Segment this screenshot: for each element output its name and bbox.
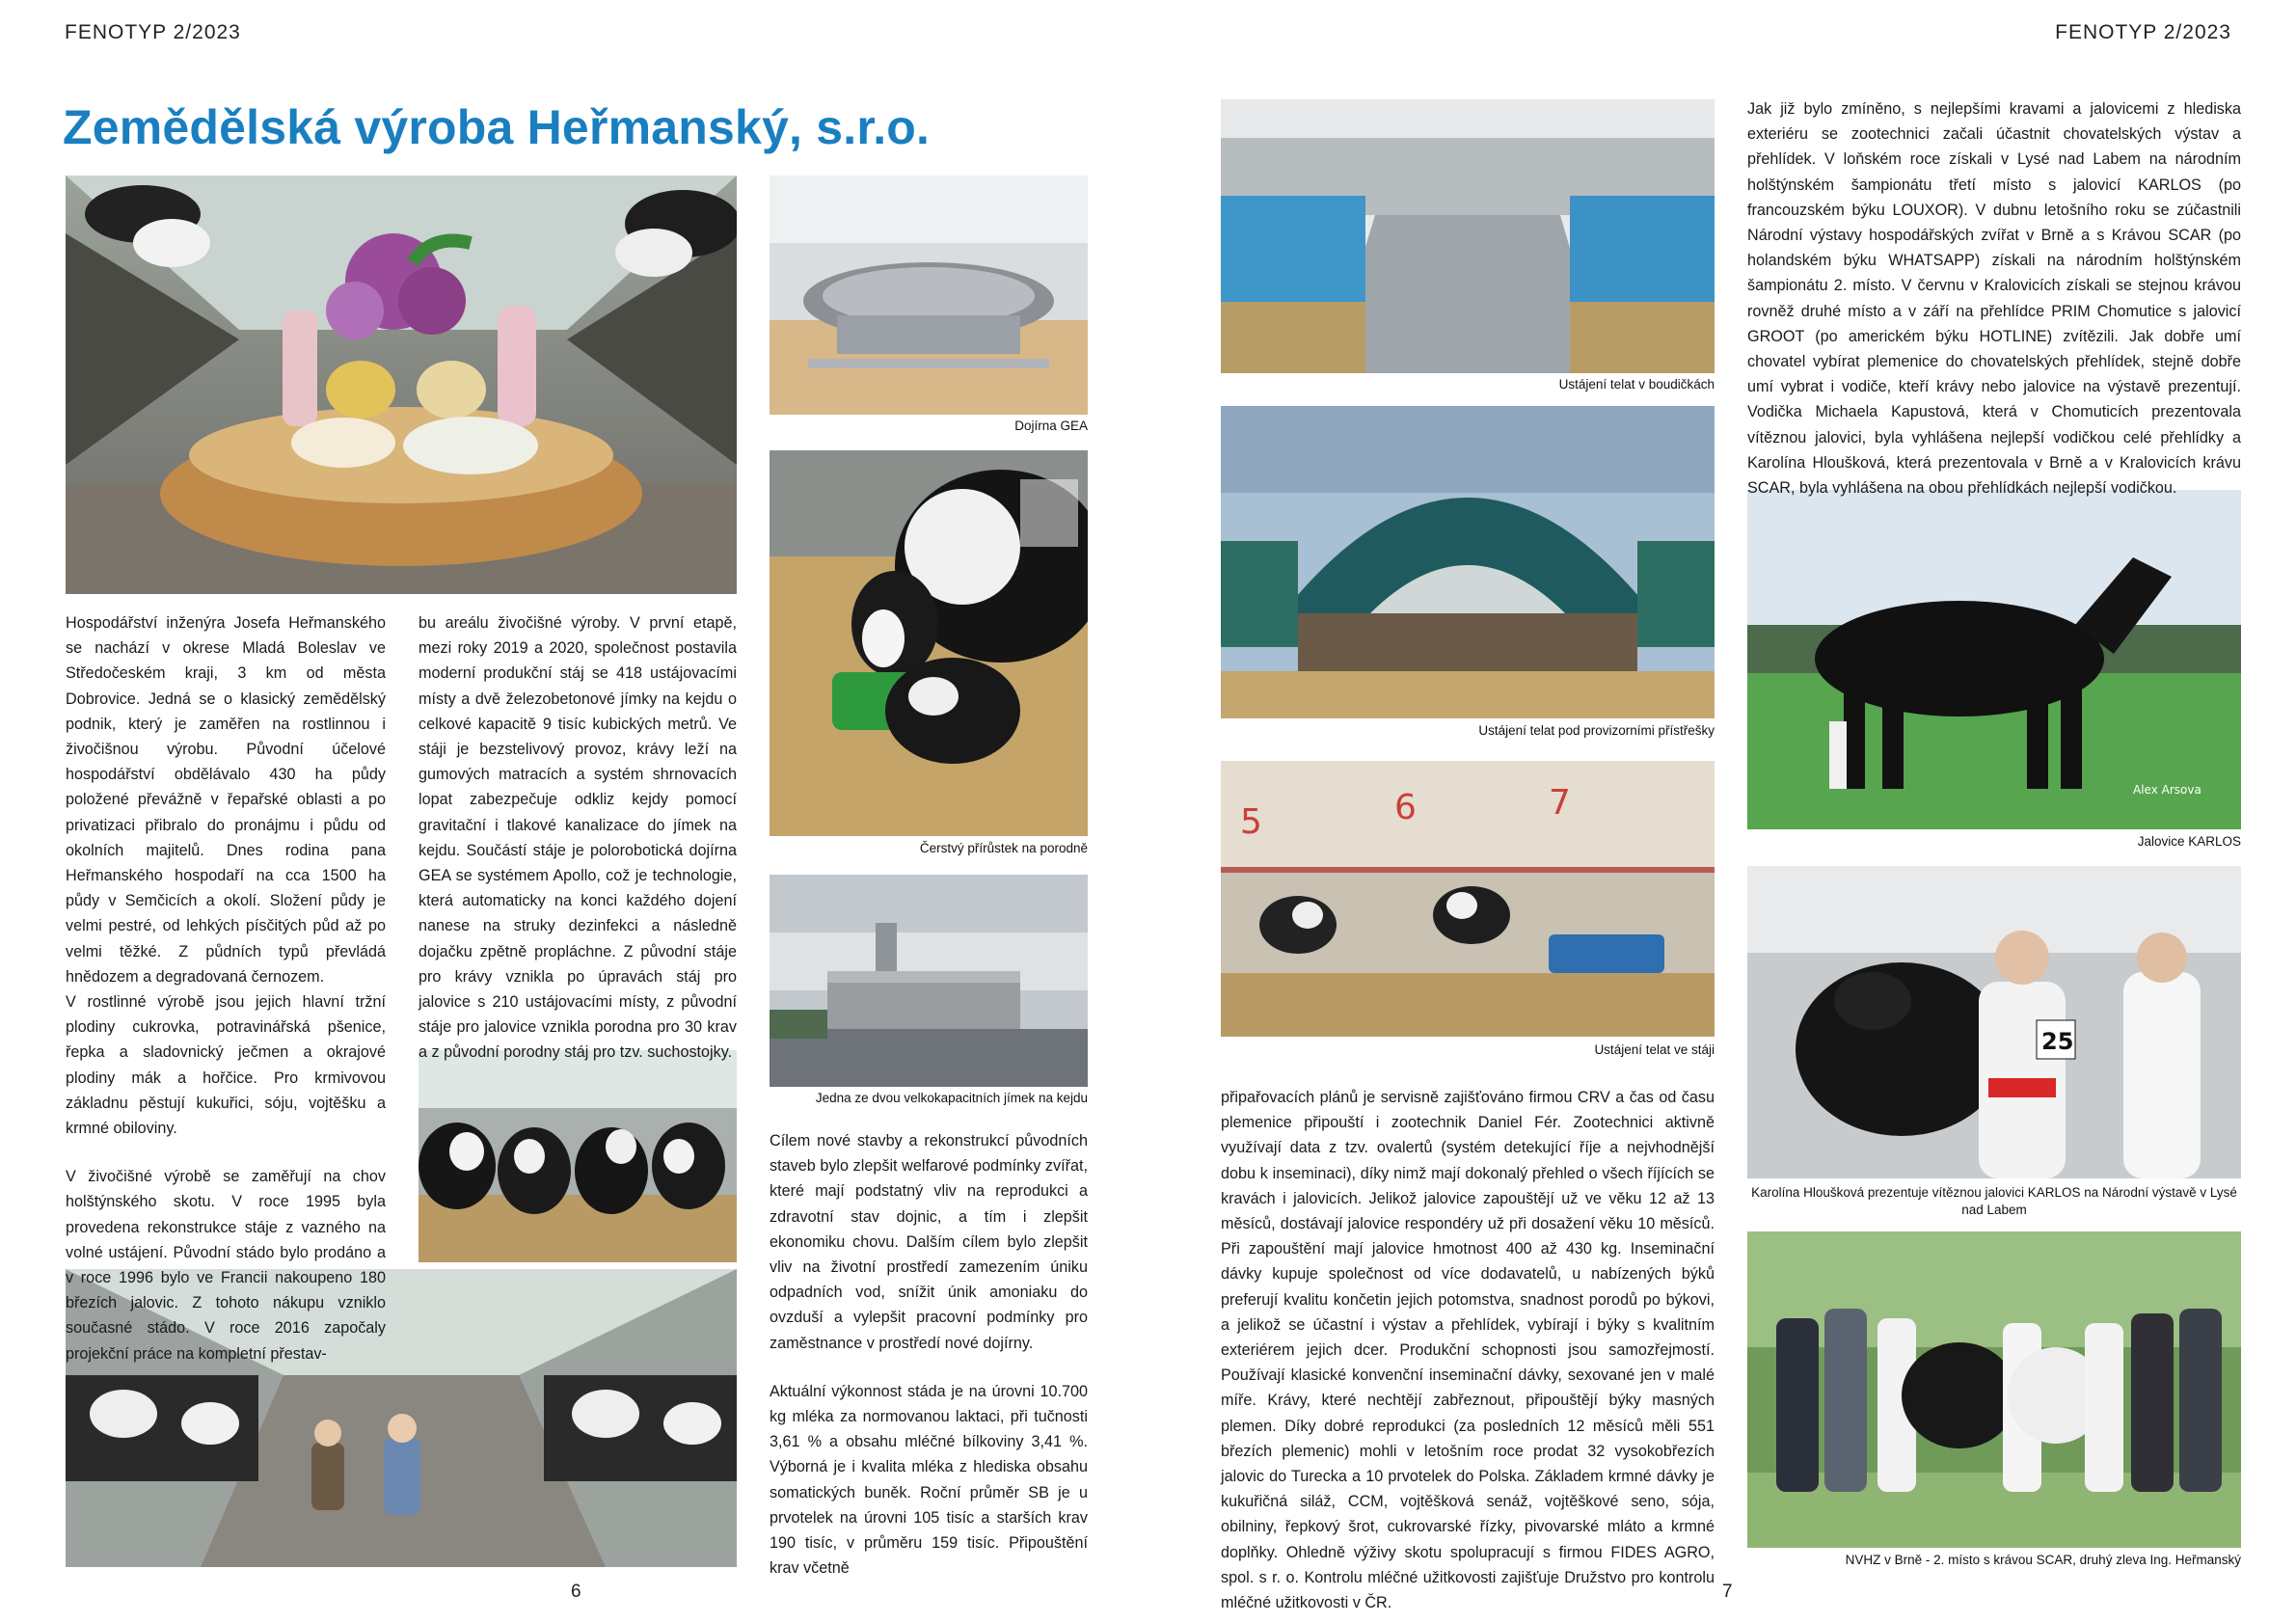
- right-column-text-p6: [770, 1128, 1088, 1581]
- photo-farm-products-basket: [66, 176, 737, 594]
- photo-heifer-karlos: [1747, 490, 2241, 829]
- photo-calf-hutches: [1221, 99, 1715, 373]
- paragraph: připařovacích plánů je servisně zajišťováno firmou CRV a čas od času plemenice připouští i zootechnik Daniel Fér. Zootechnici aktivně využívají data z tzv. ovalertů (systém detekující říje a nejvhodnější dobu k inseminaci), díky nimž mají dokonalý přehled o všech říjících se kravách i jalovicích. Jelikož jalovice zapouštějí už ve věku 12 až 13 měsíců, dostávají jalovice respondéry už při dosažení věku 10 měsíců. Při zapouštění mají jalovice hmotnost 400 až 430 kg. Inseminační dávky kupuje společnost od více dodavatelů, u nabízených býků preferují kvalitu končetin jejich potomstva, snadnost porodů po býkovi, a jelikož se účastní i výstav a přehlídek, vybírají i býky s kvalitním exteriérem jejich dcer. Produkční schopnosti jsou samozřejmostí. Používají klasické konvenční inseminační dávky, sexované jen v malé míře. Krávy, které nechtějí zabřeznout, připouštějí býky masných plemen. Díky dobré reprodukci (za posledních 12 měsíců měli 551 březích plemenic) mohli v letošním roce prodat 32 vysokobřezích jalovic do Turecka a 10 prvotelek do Polska. Základem krmné dávky je kukuřičná siláž, CCM, vojtěšková senáž, vojtěškové seno, sója, obilniny, řepkový šrot, cukrovarské řízky, pivovarské mláto a krmné doplňky. Ohledně výživy skotu spolupracují s firmou FIDES AGRO, spol. s r. o. Kontrolu mléčné užitkovosti zajišťuje Družstvo pro kontrolu mléčné užitkovosti v ČR.: [1221, 1089, 1715, 1612]
- article-title: Zemědělská výroba Heřmanský, s.r.o.: [63, 100, 931, 154]
- pen-number-5: 5: [1240, 802, 1262, 842]
- left-column-text: [66, 610, 386, 1366]
- photo-newborn-calf: [770, 450, 1088, 836]
- caption-calves-barn: Ustájení telat ve stáji: [1594, 1042, 1715, 1057]
- paragraph: V živočišné výrobě se zaměřují na chov holštýnského skotu. V roce 1995 byla provedena rekonstrukce stáje z vazného na volné ustájení. Původní stádo bylo prodáno a v roce 1996 bylo ve Francii nakoupeno 180 březích jalovic. Z tohoto nákupu vzniklo současné stádo. V roce 2016 započaly projekční práce na kompletní přestav-: [66, 1168, 386, 1363]
- show-number: 25: [2041, 1028, 2074, 1055]
- caption-handler-show: Karolína Hloušková prezentuje vítěznou jalovici KARLOS na Národní výstavě v Lysé nad Labem: [1751, 1185, 2237, 1217]
- top-right-text: [1747, 96, 2241, 500]
- photo-calves-barn: [1221, 761, 1715, 1037]
- paragraph: Aktuální výkonnost stáda je na úrovni 10.700 kg mléka za normovanou laktaci, při tučnosti 3,61 % a obsahu mléčné bílkoviny 3,41 %. Výborná je i kvalita mléka z hlediska obsahu somatických buněk. Roční průměr SB je u prvotelek na úrovni 105 tisíc a starších krav 190 tisíc, v průměru 159 tisíc. Připouštění krav včetně: [770, 1382, 1088, 1578]
- photo-credit: Alex Arsova: [2133, 783, 2201, 797]
- paragraph: Cílem nové stavby a rekonstrukcí původních staveb bylo zlepšit welfarové podmínky zvířat, které mají podstatný vliv na reprodukci a zdravotní stav dojnic, a tím i zlepšit ekonomiku chovu. Dalším cílem bylo zlepšit vliv na životní prostředí zamezením úniku odpadních vod, snížit únik amoniaku do ovzduší a vylepšit pracovní podmínky pro zaměstnance v prostředí nové dojírny.: [770, 1132, 1088, 1352]
- header-right: FENOTYP 2/2023: [2055, 21, 2231, 43]
- caption-nvhz-group: NVHZ v Brně - 2. místo s krávou SCAR, druhý zleva Ing. Heřmanský: [1845, 1553, 2241, 1567]
- caption-slurry-tank: Jedna ze dvou velkokapacitních jímek na kejdu: [815, 1091, 1088, 1105]
- middle-column-text: [419, 610, 737, 1066]
- photo-cows-feeding: [419, 1050, 737, 1262]
- caption-milking-parlor: Dojírna GEA: [1014, 419, 1088, 433]
- page-number-left: 6: [571, 1582, 581, 1602]
- photo-milking-parlor: [770, 176, 1088, 415]
- paragraph: Jak již bylo zmíněno, s nejlepšími kravami a jalovicemi z hlediska exteriéru se zootechnici začali účastnit chovatelských výstav a přehlídek. V loňském roce získali v Lysé nad Labem na národním holštýnském šampionátu třetí místo s jalovicí KARLOS (po francouzském býku LOUXOR). V dubnu letošního roku se zúčastnili Národní výstavy hospodářských zvířat v Brně a s Krávou SCAR (po holandském býku WHATSAPP) získali na národním holštýnském šampionátu 2. místo. V červnu v Kralovicích získali se stejnou krávou rovněž druhé místo a v září na přehlídce PRIM Chomutice s jalovicí GROOT (po americkém býku HOTLINE) zvítězili. Jak dobře umí chovatel vybírat plemenice do chovatelských přehlídek, stejně dobře umí vybrat i vodiče, kteří krávy nebo jalovice na výstavě prezentují. Vodička Michaela Kapustová, která v Chomuticích prezentovala vítěznou jalovici, byla vyhlášena nejlepší vodičkou celé přehlídky a Karolína Hloušková, která prezentovala v Brně a v Kralovicích krávu SCAR, byla vyhlášena na obou přehlídkách nejlepší vodičkou.: [1747, 100, 2241, 498]
- caption-calf-shelters: Ustájení telat pod provizorními přístřešky: [1478, 723, 1715, 738]
- page-number-right: 7: [1722, 1582, 1733, 1602]
- caption-heifer-karlos: Jalovice KARLOS: [2137, 834, 2241, 849]
- lower-left-text-p7: [1221, 1085, 1715, 1615]
- photo-slurry-tank: [770, 875, 1088, 1087]
- paragraph: bu areálu živočišné výroby. V první etapě, mezi roky 2019 a 2020, společnost postavila moderní produkční stáj se 418 ustájovacími místy a dvě železobetonové jímky na kejdu o celkové kapacitě 9 tisíc kubických metrů. Ve stáji je bezstelivový provoz, krávy leží na gumových matracích a systém shrnovacích lopat zabezpečuje odkliz kejdy pomocí gravitační i tlakové kanalizace do jímek na kejdu. Součástí stáje je polorobotická dojírna GEA se systémem Apollo, což je technologie, která automaticky na konci každého dojení nanese na struky dezinfekci a následně dojačku zpětně propláchne. Z původní stáje pro krávy vznikla po úpravách stáj pro jalovice s 210 ustájovacími místy, z původní stáje pro jalovice vznikla porodna pro 30 krav a z původní porodny stáj pro tzv. suchostojky.: [419, 614, 737, 1062]
- pen-number-7: 7: [1549, 783, 1571, 823]
- caption-newborn-calf: Čerstvý přírůstek na porodně: [919, 841, 1088, 855]
- pen-number-6: 6: [1394, 788, 1417, 827]
- caption-calf-hutches: Ustájení telat v boudičkách: [1558, 377, 1715, 392]
- header-left: FENOTYP 2/2023: [65, 21, 241, 43]
- photo-handler-show: [1747, 866, 2241, 1178]
- photo-calf-shelters: [1221, 406, 1715, 718]
- photo-nvhz-group: [1747, 1231, 2241, 1548]
- paragraph: Hospodářství inženýra Josefa Heřmanského se nachází v okrese Mladá Boleslav ve Středočeském kraji, 3 km od města Dobrovice. Jedná se o klasický zemědělský podnik, který je zaměřen na rostlinnou i živočišnou výrobu. Původní účelové hospodářství obdělávalo 430 ha půdy položené převážně v řepařské oblasti a po privatizaci přibralo do pronájmu i půdu od okolních majitelů. Dnes rodina pana Heřmanského hospodaří na cca 1500 ha půdy v Semčicích a okolí. Složení půdy je velmi pestré, od lehkých písčitých půd až po velmi těžké. Z půdních typů převládá hnědozem a degradovaná černozem.: [66, 614, 386, 986]
- paragraph: V rostlinné výrobě jsou jejich hlavní tržní plodiny cukrovka, potravinářská pšenice, řepka a sladovnický ječmen a okrajové plodiny mák a hořčice. Pro krmivovou základnu pěstují kukuřici, sóju, vojtěšku a krmné obiloviny.: [66, 993, 386, 1138]
